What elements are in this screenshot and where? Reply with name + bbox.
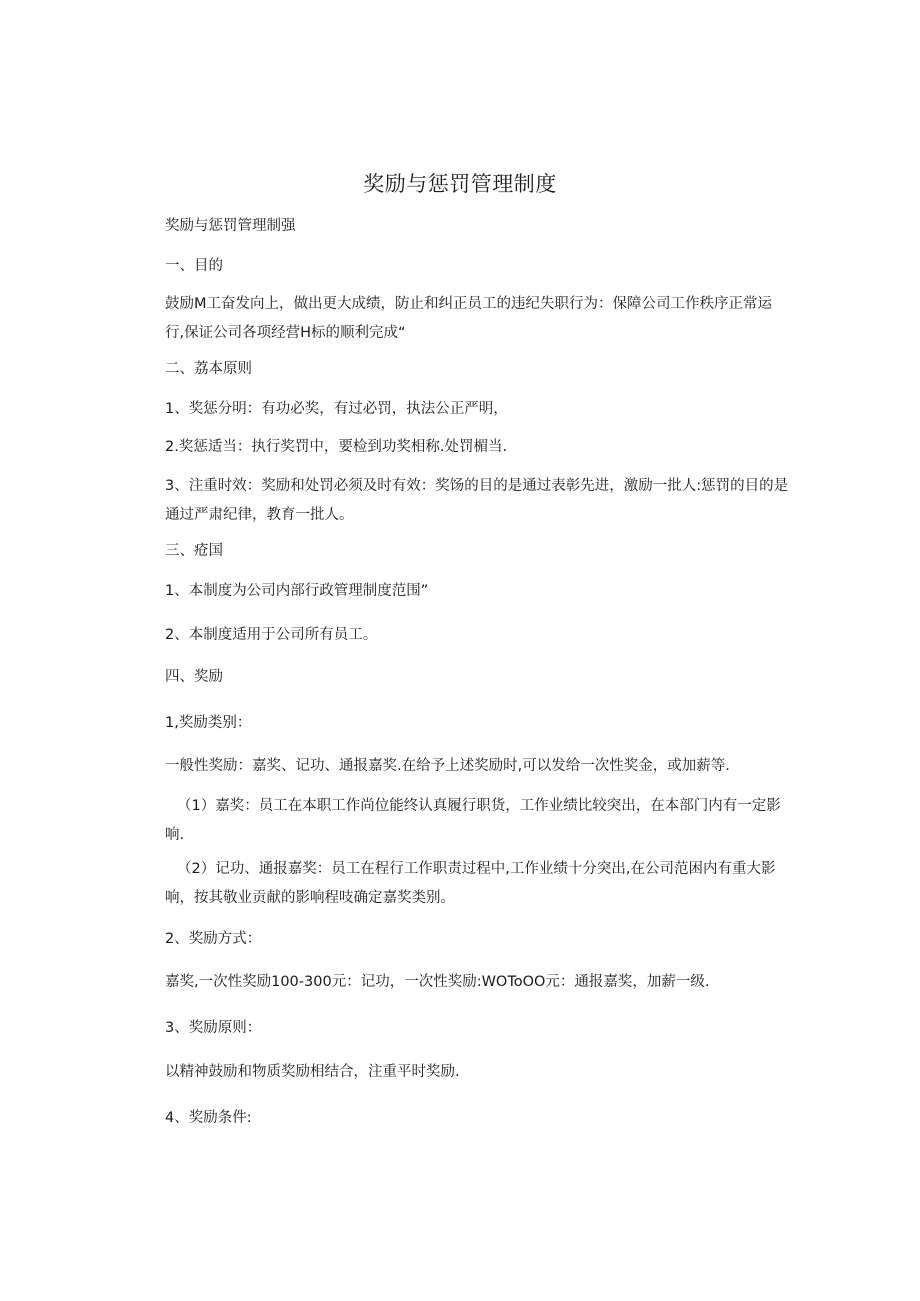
reward-commendation-paragraph: （1）嘉奖：员工在本职工作尚位能终认真履行职货，工作业绩比较突出，在本部门内有一定影响. [165, 798, 781, 843]
principle-item-2: 2.奖惩适当：执行奖罚中，要检到功奖相称.处罚楣当. [165, 439, 508, 455]
reward-method-heading: 2、奖励方式： [165, 931, 262, 947]
section-heading-purpose: 一、目的 [165, 258, 223, 274]
paragraph-purpose: 鼓励M工奋发向上，做出更大成绩，防止和纠正员工的违纪失职行为：保障公司工作秩序正常运行,保证公司各项经营H标的顺利完成“ [165, 296, 773, 341]
reward-category-heading: 1,奖励类别： [165, 715, 252, 731]
reward-method-line: 嘉奖,一次性奖励100-300元：记功，一次性奖励:WOToOO元：通报嘉奖，加薪一级. [165, 974, 710, 990]
document-title: 奖励与惩罚管理制度 [363, 172, 557, 196]
reward-principle-line: 以精神鼓励和物质奖励相结合，注重平时奖励. [165, 1064, 460, 1080]
reward-conditions-heading: 4、奖励条件: [165, 1110, 252, 1126]
subtitle-line: 奖励与惩罚管理制强 [165, 218, 296, 234]
reward-merit-paragraph: （2）记功、通报嘉奖：员工在程行工作职责过程中,工作业绩十分突出,在公司范困内有重大影响，按其敬业贡献的影响程吱确定嘉奖类别。 [165, 861, 776, 906]
principle-item-3: 3、注重时效：奖励和处罚必须及时有效：奖饧的目的是通过表彰先进，激励一批人:惩罚的目的是通过严肃纪律，教育一批人。 [165, 478, 789, 523]
scope-item-2: 2、本制度适用于公司所有员工。 [165, 627, 378, 643]
scope-item-1: 1、本制度为公司内部行政管理制度范围” [165, 583, 429, 599]
section-heading-rewards: 四、奖励 [165, 669, 223, 685]
section-heading-scope: 三、疮国 [165, 543, 223, 559]
principle-item-1: 1、奖惩分明：有功必奖，有过必罚，执法公正严明， [165, 401, 508, 417]
section-heading-principles: 二、荔本原则 [165, 361, 252, 377]
general-reward-line: 一般性奖励：嘉奖、记功、通报嘉奖.在给予上述奖励时,可以发给一次性奖金，或加薪等. [165, 758, 730, 774]
reward-principle-heading: 3、奖励原则： [165, 1020, 262, 1036]
